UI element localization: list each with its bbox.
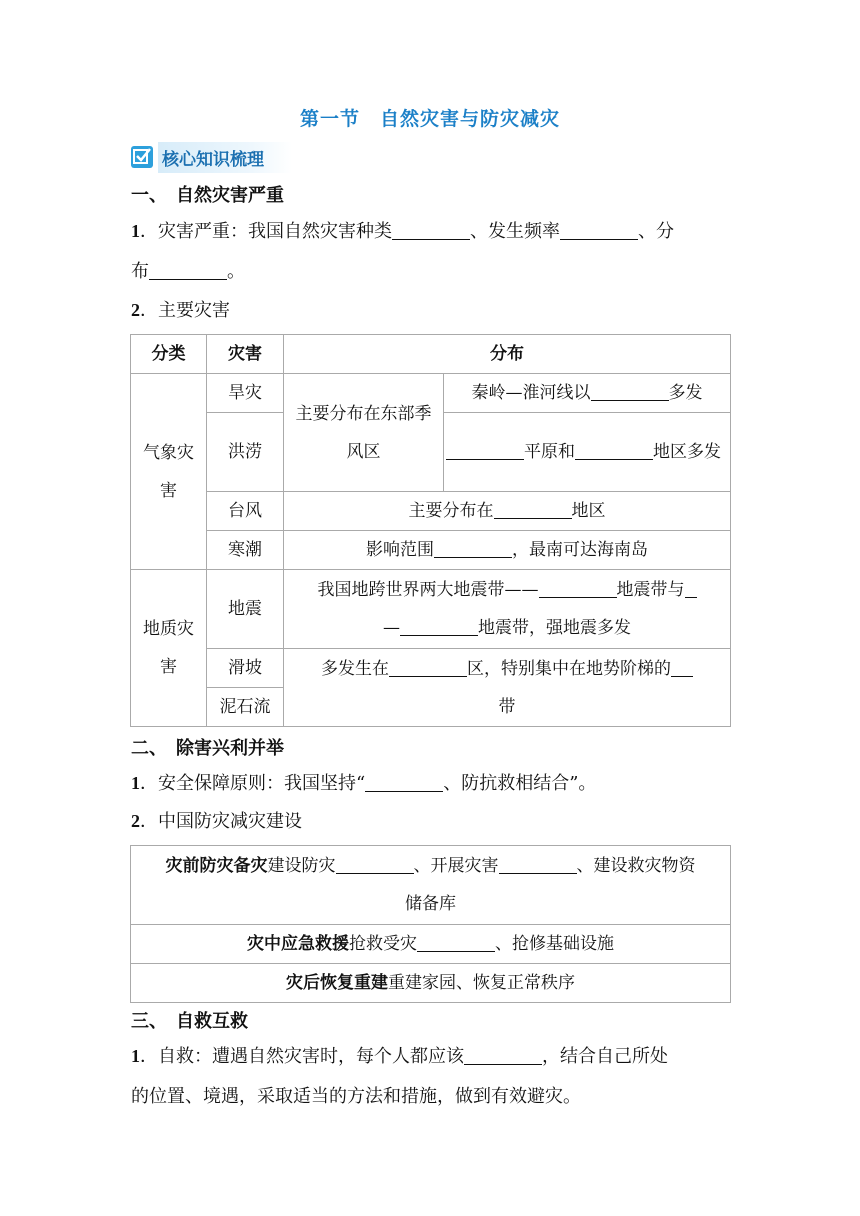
checkbox-icon [131, 146, 153, 168]
header-category: 分类 [131, 335, 207, 374]
section-2-heading: 二、 除害兴利并举 [131, 738, 284, 759]
cold-wave-distribution: 影响范围 ，最南可达海南岛 [284, 531, 731, 570]
sec1-item1: 1．灾害严重：我国自然灾害种类 、发生频率 、分 布 。 [131, 221, 674, 282]
disaster-prevention-table [130, 845, 731, 1003]
header-distribution: 分布 [284, 335, 731, 374]
disaster-mudflow: 泥石流 [207, 688, 284, 727]
section-3-heading: 三、 自救互救 [131, 1011, 248, 1032]
earthquake-distribution: 我国地跨世界两大地震带—— 地震带与 — 地震带，强地震多发 [284, 570, 731, 649]
disaster-earthquake: 地震 [207, 570, 284, 649]
header-disaster: 灾害 [207, 335, 284, 374]
disaster-drought: 旱灾 [207, 374, 284, 413]
disaster-typhoon: 台风 [207, 492, 284, 531]
sec2-item2: 2．中国防灾减灾建设 [131, 811, 302, 832]
post-disaster-row: 灾后恢复重建重建家园、恢复正常秩序 [131, 964, 731, 1003]
category-geological: 地质灾害 [131, 570, 207, 727]
sec2-item1: 1．安全保障原则：我国坚持“ 、防抗救相结合”。 [131, 773, 597, 794]
disaster-table [130, 334, 731, 727]
drought-distribution: 秦岭—淮河线以 多发 [444, 374, 731, 413]
during-disaster-row: 灾中应急救援抢救受灾 、抢修基础设施 [131, 925, 731, 964]
disaster-landslide: 滑坡 [207, 649, 284, 688]
blank [392, 221, 470, 240]
monsoon-region: 主要分布在东部季风区 [284, 374, 444, 492]
sec1-item2: 2．主要灾害 [131, 300, 230, 321]
section-1-heading: 一、 自然灾害严重 [131, 185, 284, 206]
disaster-cold-wave: 寒潮 [207, 531, 284, 570]
badge-label: 核心知识梳理 [158, 142, 292, 173]
blank [149, 261, 227, 280]
category-climate: 气象灾害 [131, 374, 207, 570]
disaster-flood: 洪涝 [207, 413, 284, 492]
landslide-distribution: 多发生在 区，特别集中在地势阶梯的 带 [284, 649, 731, 727]
flood-distribution: 平原和 地区多发 [444, 413, 731, 492]
pre-disaster-row: 灾前防灾备灾建设防灾 、开展灾害 、建设救灾物资 储备库 [131, 846, 731, 925]
section-badge [131, 143, 292, 171]
typhoon-distribution: 主要分布在 地区 [284, 492, 731, 531]
sec3-item1: 1．自救：遭遇自然灾害时，每个人都应该 ，结合自己所处 的位置、境遇，采取适当的方法和措施，做到有效避灾。 [131, 1046, 668, 1107]
page-title: 第一节 自然灾害与防灾减灾 [299, 108, 560, 130]
blank [560, 221, 638, 240]
